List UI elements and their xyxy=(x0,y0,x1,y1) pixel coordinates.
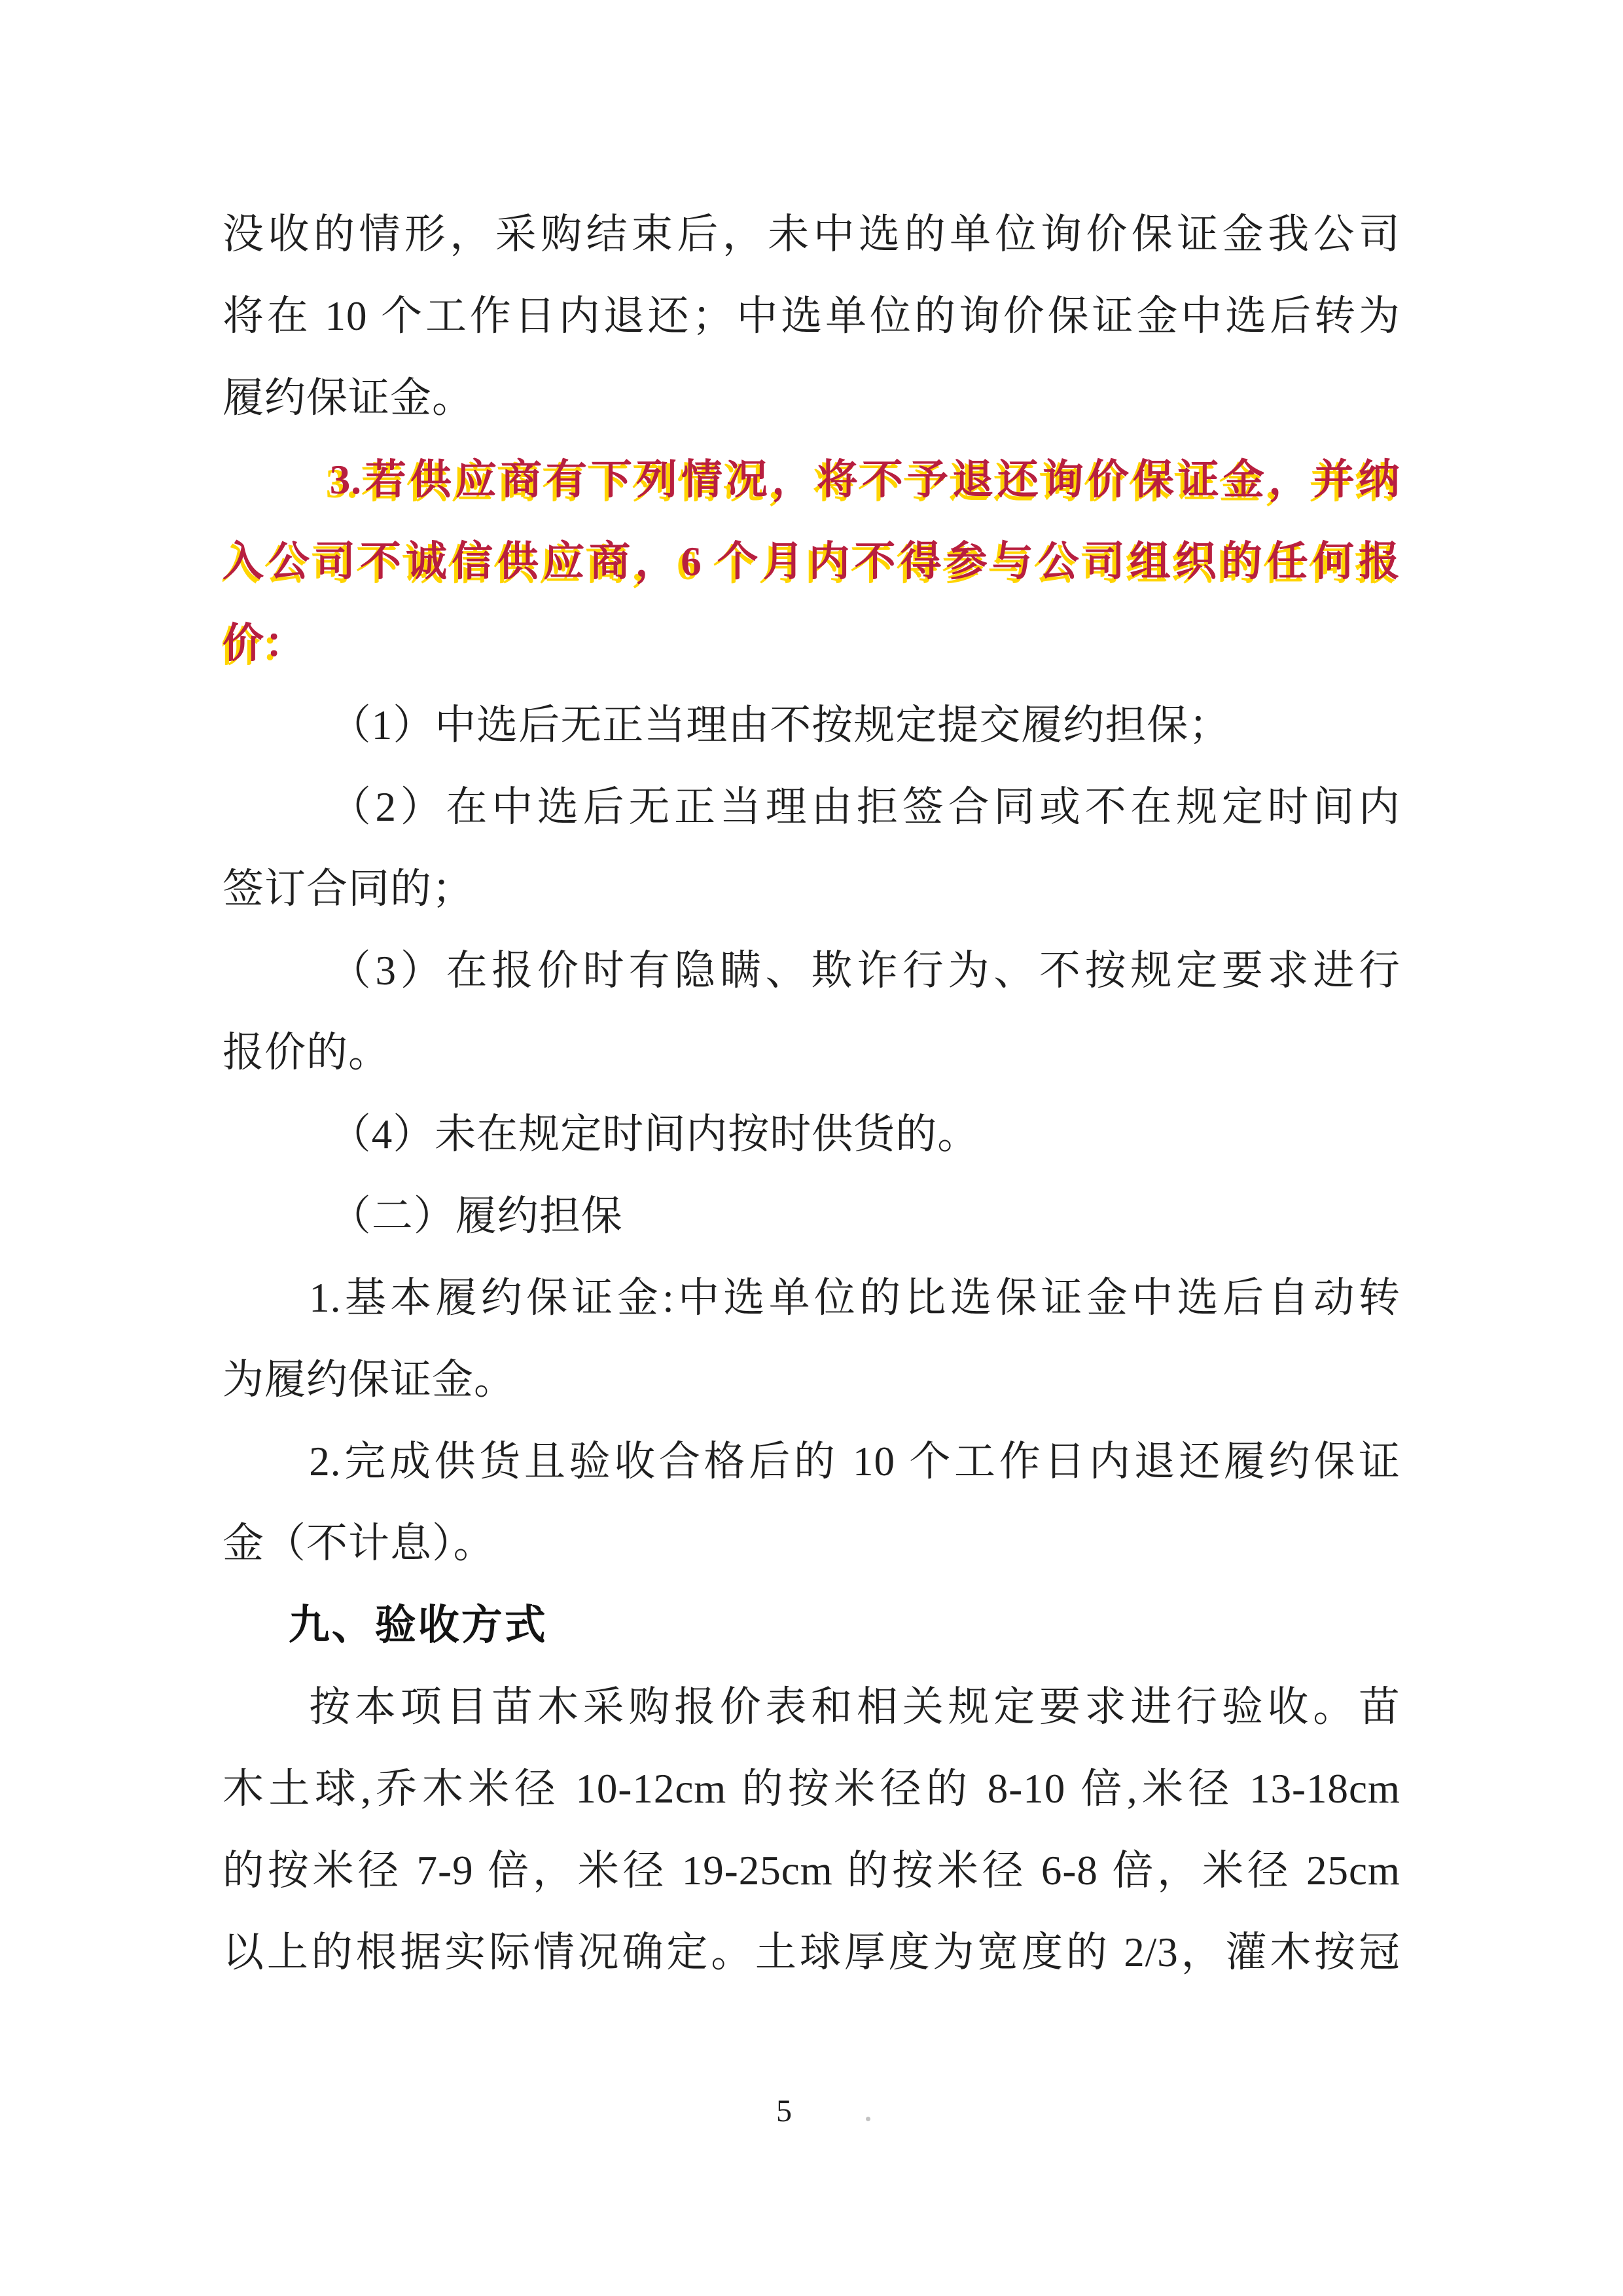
text-line: 1.基本履约保证金:中选单位的比选保证金中选后自动转 xyxy=(309,1275,1400,1321)
list-item-line: （3）在报价时有隐瞒、欺诈行为、不按规定要求进行 xyxy=(329,948,1400,994)
document-body xyxy=(223,194,1400,1994)
text-line: 2.完成供货且验收合格后的 10 个工作日内退还履约保证 xyxy=(309,1439,1400,1484)
warning-line: 3.若供应商有下列情况，将不予退还询价保证金，并纳 xyxy=(329,457,1400,503)
page-number: 5 xyxy=(776,2094,792,2128)
text-line: 报价的。 xyxy=(223,1030,390,1075)
text-line: 没收的情形，采购结束后，未中选的单位询价保证金我公司 xyxy=(223,211,1400,257)
text-line: 履约保证金。 xyxy=(223,375,474,421)
text-line: 金（不计息）。 xyxy=(223,1520,495,1566)
list-item-line: （1）中选后无正当理由不按规定提交履约担保； xyxy=(329,702,1231,748)
list-item-line: （4）未在规定时间内按时供货的。 xyxy=(329,1111,980,1157)
text-line: 按本项目苗木采购报价表和相关规定要求进行验收。苗 xyxy=(309,1684,1400,1730)
list-item-line: （2）在中选后无正当理由拒签合同或不在规定时间内 xyxy=(329,784,1400,830)
section-heading: 九、验收方式 xyxy=(288,1602,548,1648)
warning-line: 入公司不诚信供应商，6 个月内不得参与公司组织的任何报 xyxy=(223,539,1400,584)
text-line: 签订合同的； xyxy=(223,866,474,912)
text-line: 为履约保证金。 xyxy=(223,1357,516,1403)
text-line: 以上的根据实际情况确定。土球厚度为宽度的 2/3，灌木按冠 xyxy=(223,1929,1400,1975)
warning-line: 价： xyxy=(223,620,306,666)
scan-speck xyxy=(866,2117,870,2121)
text-line: 的按米径 7-9 倍，米径 19-25cm 的按米径 6-8 倍，米径 25cm xyxy=(223,1848,1400,1893)
text-line: 将在 10 个工作日内退还；中选单位的询价保证金中选后转为 xyxy=(223,293,1400,339)
text-line: 木土球,乔木米径 10-12cm 的按米径的 8-10 倍,米径 13-18cm xyxy=(223,1766,1400,1812)
subsection-line: （二）履约担保 xyxy=(329,1193,623,1239)
